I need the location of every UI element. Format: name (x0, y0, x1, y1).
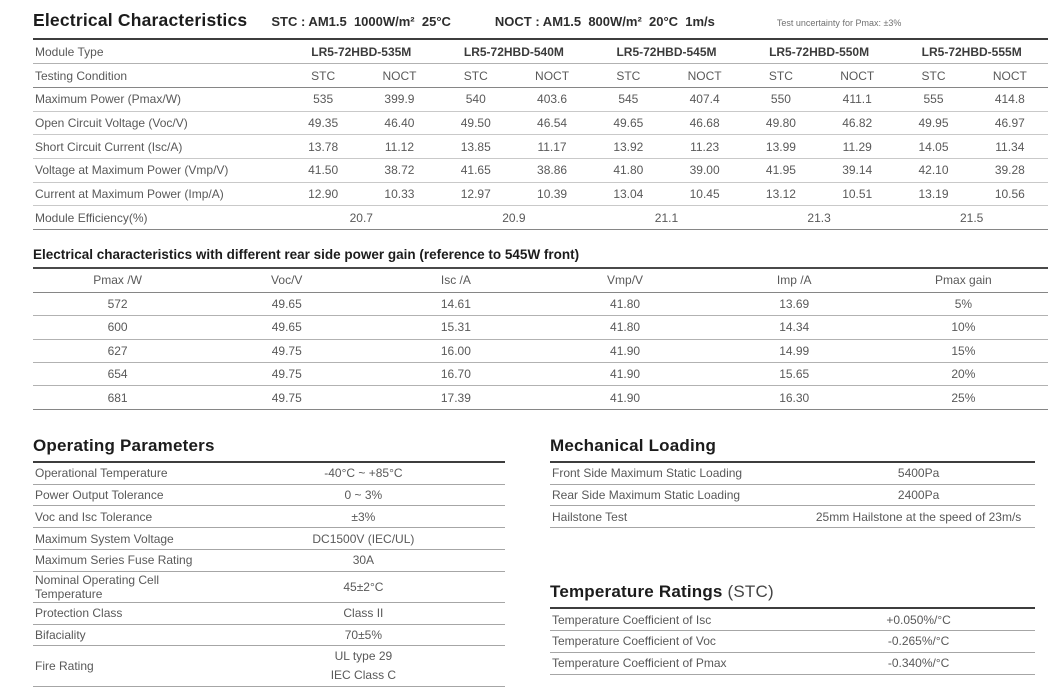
value-cell: 11.12 (384, 139, 415, 154)
noct-column-header: NOCT (840, 68, 875, 83)
value-cell: 46.68 (689, 115, 720, 130)
value-cell: 10.33 (384, 186, 415, 201)
value-cell: 41.80 (610, 297, 641, 312)
table-row (33, 292, 1048, 315)
value-cell: 49.95 (918, 115, 949, 130)
table-row (33, 625, 505, 647)
table-row (33, 135, 1048, 159)
param-value-line: IEC Class C (330, 668, 397, 683)
rear-gain-section (33, 247, 1048, 410)
param-label: Power Output Tolerance (35, 488, 164, 503)
value-cell: 399.9 (384, 92, 415, 107)
table-row (33, 182, 1048, 206)
value-cell: 46.82 (842, 115, 873, 130)
value-cell: 10.45 (689, 186, 720, 201)
param-label: Front Side Maximum Static Loading (552, 466, 743, 481)
table-row (550, 485, 1035, 507)
value-cell: 38.72 (384, 163, 415, 178)
value-cell: 407.4 (689, 92, 720, 107)
rear-gain-table (33, 269, 1048, 410)
table-row (33, 506, 505, 528)
noct-column-header: NOCT (687, 68, 722, 83)
param-value: 25mm Hailstone at the speed of 23m/s (815, 509, 1022, 524)
value-cell: 11.23 (690, 139, 720, 154)
module-name: LR5-72HBD-535M (311, 44, 412, 59)
column-header: Pmax /W (93, 273, 142, 288)
electrical-characteristics-section (33, 8, 1048, 410)
value-cell: 16.70 (440, 367, 471, 382)
stc-column-header: STC (768, 68, 793, 83)
param-label: Bifaciality (35, 628, 86, 643)
param-value: +0.050%/°C (886, 612, 951, 627)
mechanical-loading-title (550, 436, 1035, 463)
value-cell: 5% (954, 297, 973, 312)
value-cell: 600 (107, 320, 128, 335)
table-row (550, 653, 1035, 675)
row-label: Short Circuit Current (Isc/A) (35, 139, 183, 154)
module-name: LR5-72HBD-550M (769, 44, 870, 59)
electrical-characteristics-header (33, 8, 1048, 40)
column-header: Voc/V (271, 273, 303, 288)
table-row (550, 631, 1035, 653)
stc-column-header: STC (921, 68, 946, 83)
table-row (33, 111, 1048, 135)
module-name: LR5-72HBD-555M (921, 44, 1022, 59)
param-value: -40°C ~ +85°C (324, 466, 403, 481)
value-cell: 13.78 (308, 139, 339, 154)
row-label: Open Circuit Voltage (Voc/V) (35, 115, 188, 130)
param-label: Voc and Isc Tolerance (35, 509, 153, 524)
table-row (33, 485, 505, 507)
value-cell: 13.12 (765, 186, 796, 201)
row-label: Current at Maximum Power (Imp/A) (35, 186, 224, 201)
testing-condition-label: Testing Condition (35, 68, 128, 83)
table-row (550, 463, 1035, 485)
electrical-characteristics-table (33, 40, 1048, 230)
noct-condition-text: NOCT : AM1.5 800W/m² 20°C 1m/s (494, 14, 715, 29)
value-cell: 15% (951, 343, 976, 358)
value-cell: 42.10 (918, 163, 949, 178)
table-row (33, 603, 505, 625)
value-cell: 16.00 (440, 343, 471, 358)
param-label: Rear Side Maximum Static Loading (552, 488, 741, 503)
value-cell: 550 (770, 92, 791, 107)
value-cell: 49.65 (613, 115, 644, 130)
value-cell: 13.69 (779, 297, 810, 312)
stc-column-header: STC (616, 68, 641, 83)
param-label: Temperature Coefficient of Pmax (552, 656, 727, 671)
module-type-label: Module Type (35, 44, 104, 59)
column-header: Vmp/V (607, 273, 644, 288)
value-cell: 41.90 (610, 390, 641, 405)
param-label: Temperature Coefficient of Voc (552, 634, 716, 649)
value-cell: 49.50 (460, 115, 491, 130)
param-value-line: UL type 29 (334, 649, 393, 664)
value-cell: 13.85 (460, 139, 491, 154)
table-row (33, 339, 1048, 362)
stc-column-header: STC (463, 68, 488, 83)
value-cell: 25% (951, 390, 976, 405)
testing-condition-row (33, 64, 1048, 88)
mechanical-loading-title-text: Mechanical Loading (550, 435, 717, 455)
value-cell: 16.30 (779, 390, 810, 405)
value-cell: 11.17 (537, 139, 567, 154)
param-value: 2400Pa (897, 488, 940, 503)
efficiency-value-cell: 21.1 (654, 210, 679, 225)
value-cell: 13.99 (765, 139, 796, 154)
param-label: Maximum Series Fuse Rating (35, 553, 193, 568)
value-cell: 540 (465, 92, 486, 107)
value-cell: 572 (107, 297, 128, 312)
table-row (33, 316, 1048, 339)
param-value: 0 ~ 3% (344, 488, 383, 503)
param-value: ±3% (351, 509, 376, 524)
table-row (33, 87, 1048, 111)
efficiency-value-cell: 21.3 (807, 210, 831, 225)
value-cell: 14.05 (918, 139, 949, 154)
row-label: Voltage at Maximum Power (Vmp/V) (35, 163, 229, 178)
efficiency-value-cell: 20.7 (349, 210, 373, 225)
module-efficiency-row (33, 206, 1048, 230)
param-label: Protection Class (35, 606, 123, 621)
value-cell: 41.65 (460, 163, 491, 178)
operating-parameters-title-text: Operating Parameters (33, 435, 215, 455)
value-cell: 49.65 (271, 297, 302, 312)
param-label: Temperature Coefficient of Isc (552, 612, 712, 627)
value-cell: 49.75 (271, 390, 302, 405)
value-cell: 10% (951, 320, 976, 335)
efficiency-value-cell: 20.9 (502, 210, 526, 225)
value-cell: 13.92 (613, 139, 644, 154)
param-value: Class II (343, 606, 384, 621)
param-value: 30A (352, 553, 375, 568)
value-cell: 13.19 (918, 186, 949, 201)
value-cell: 11.34 (995, 139, 1025, 154)
value-cell: 14.61 (440, 297, 471, 312)
value-cell: 535 (313, 92, 334, 107)
value-cell: 654 (107, 367, 128, 382)
table-row (550, 506, 1035, 528)
value-cell: 39.14 (842, 163, 873, 178)
column-header: Pmax gain (935, 273, 992, 288)
value-cell: 41.90 (610, 367, 641, 382)
stc-condition-text: STC : AM1.5 1000W/m² 25°C (271, 14, 451, 29)
param-label: Maximum System Voltage (35, 531, 174, 546)
value-cell: 15.31 (440, 320, 471, 335)
param-value: 5400Pa (897, 466, 940, 481)
value-cell: 12.90 (308, 186, 339, 201)
param-label: Fire Rating (35, 659, 94, 674)
module-name: LR5-72HBD-540M (463, 44, 564, 59)
table-row (33, 528, 505, 550)
value-cell: 17.39 (440, 390, 471, 405)
mechanical-loading-table (550, 463, 1035, 528)
rear-gain-header-row (33, 269, 1048, 292)
module-type-row (33, 40, 1048, 64)
test-uncertainty-note: Test uncertainty for Pmax: ±3% (776, 18, 902, 28)
value-cell: 12.97 (460, 186, 491, 201)
value-cell: 627 (107, 343, 128, 358)
value-cell: 49.65 (271, 320, 302, 335)
value-cell: 403.6 (537, 92, 568, 107)
value-cell: 49.35 (308, 115, 339, 130)
value-cell: 11.29 (842, 139, 872, 154)
bottom-sections (33, 436, 1048, 687)
value-cell: 46.40 (384, 115, 415, 130)
table-row (33, 646, 505, 687)
temperature-ratings-subtitle: (STC) (727, 582, 774, 602)
value-cell: 411.1 (842, 92, 872, 107)
value-cell: 49.75 (271, 343, 302, 358)
param-label: Operational Temperature (35, 466, 168, 481)
value-cell: 10.39 (537, 186, 568, 201)
value-cell: 39.28 (994, 163, 1025, 178)
table-row (33, 158, 1048, 182)
temperature-ratings-section (550, 582, 1035, 674)
noct-column-header: NOCT (382, 68, 417, 83)
value-cell: 38.86 (537, 163, 568, 178)
value-cell: 41.50 (308, 163, 339, 178)
table-row (33, 386, 1048, 409)
value-cell: 10.51 (842, 186, 873, 201)
table-row (33, 550, 505, 572)
stc-column-header: STC (311, 68, 336, 83)
table-row (33, 463, 505, 485)
value-cell: 14.34 (779, 320, 810, 335)
param-label: Hailstone Test (552, 509, 628, 524)
param-value: DC1500V (IEC/UL) (312, 531, 415, 546)
param-value: 45±2°C (343, 579, 384, 594)
right-column (550, 436, 1035, 687)
module-name: LR5-72HBD-545M (616, 44, 717, 59)
row-label: Module Efficiency(%) (35, 210, 148, 225)
param-value: 70±5% (344, 628, 383, 643)
table-row (550, 609, 1035, 631)
value-cell: 41.80 (610, 320, 641, 335)
value-cell: 41.80 (613, 163, 644, 178)
temperature-ratings-title (550, 582, 1035, 609)
param-value: -0.265%/°C (887, 634, 950, 649)
value-cell: 681 (107, 390, 128, 405)
rear-gain-title: Electrical characteristics with different rear side power gain (reference to 545W front) (33, 247, 1048, 269)
temperature-ratings-table (550, 609, 1035, 674)
page-title: Electrical Characteristics (33, 10, 248, 30)
value-cell: 15.65 (779, 367, 810, 382)
param-value (222, 647, 505, 685)
value-cell: 13.04 (613, 186, 644, 201)
noct-column-header: NOCT (992, 68, 1027, 83)
mechanical-loading-section (550, 436, 1035, 528)
value-cell: 545 (618, 92, 639, 107)
value-cell: 46.97 (994, 115, 1025, 130)
operating-parameters-title (33, 436, 505, 463)
value-cell: 39.00 (689, 163, 720, 178)
temperature-ratings-title-text: Temperature Ratings (550, 582, 723, 602)
operating-parameters-section (33, 436, 505, 687)
value-cell: 41.90 (610, 343, 641, 358)
value-cell: 555 (923, 92, 944, 107)
param-value: -0.340%/°C (887, 656, 950, 671)
value-cell: 20% (951, 367, 976, 382)
efficiency-value-cell: 21.5 (960, 210, 984, 225)
table-row (33, 363, 1048, 386)
value-cell: 41.95 (765, 163, 796, 178)
noct-column-header: NOCT (535, 68, 570, 83)
value-cell: 49.80 (765, 115, 796, 130)
operating-parameters-table (33, 463, 505, 687)
value-cell: 49.75 (271, 367, 302, 382)
column-header: Isc /A (440, 273, 471, 288)
row-label: Maximum Power (Pmax/W) (35, 92, 182, 107)
value-cell: 14.99 (779, 343, 810, 358)
value-cell: 46.54 (537, 115, 568, 130)
table-row (33, 572, 505, 603)
value-cell: 10.56 (994, 186, 1025, 201)
value-cell: 414.8 (994, 92, 1025, 107)
column-header: Imp /A (776, 273, 812, 288)
param-label: Nominal Operating Cell Temperature (35, 572, 160, 601)
